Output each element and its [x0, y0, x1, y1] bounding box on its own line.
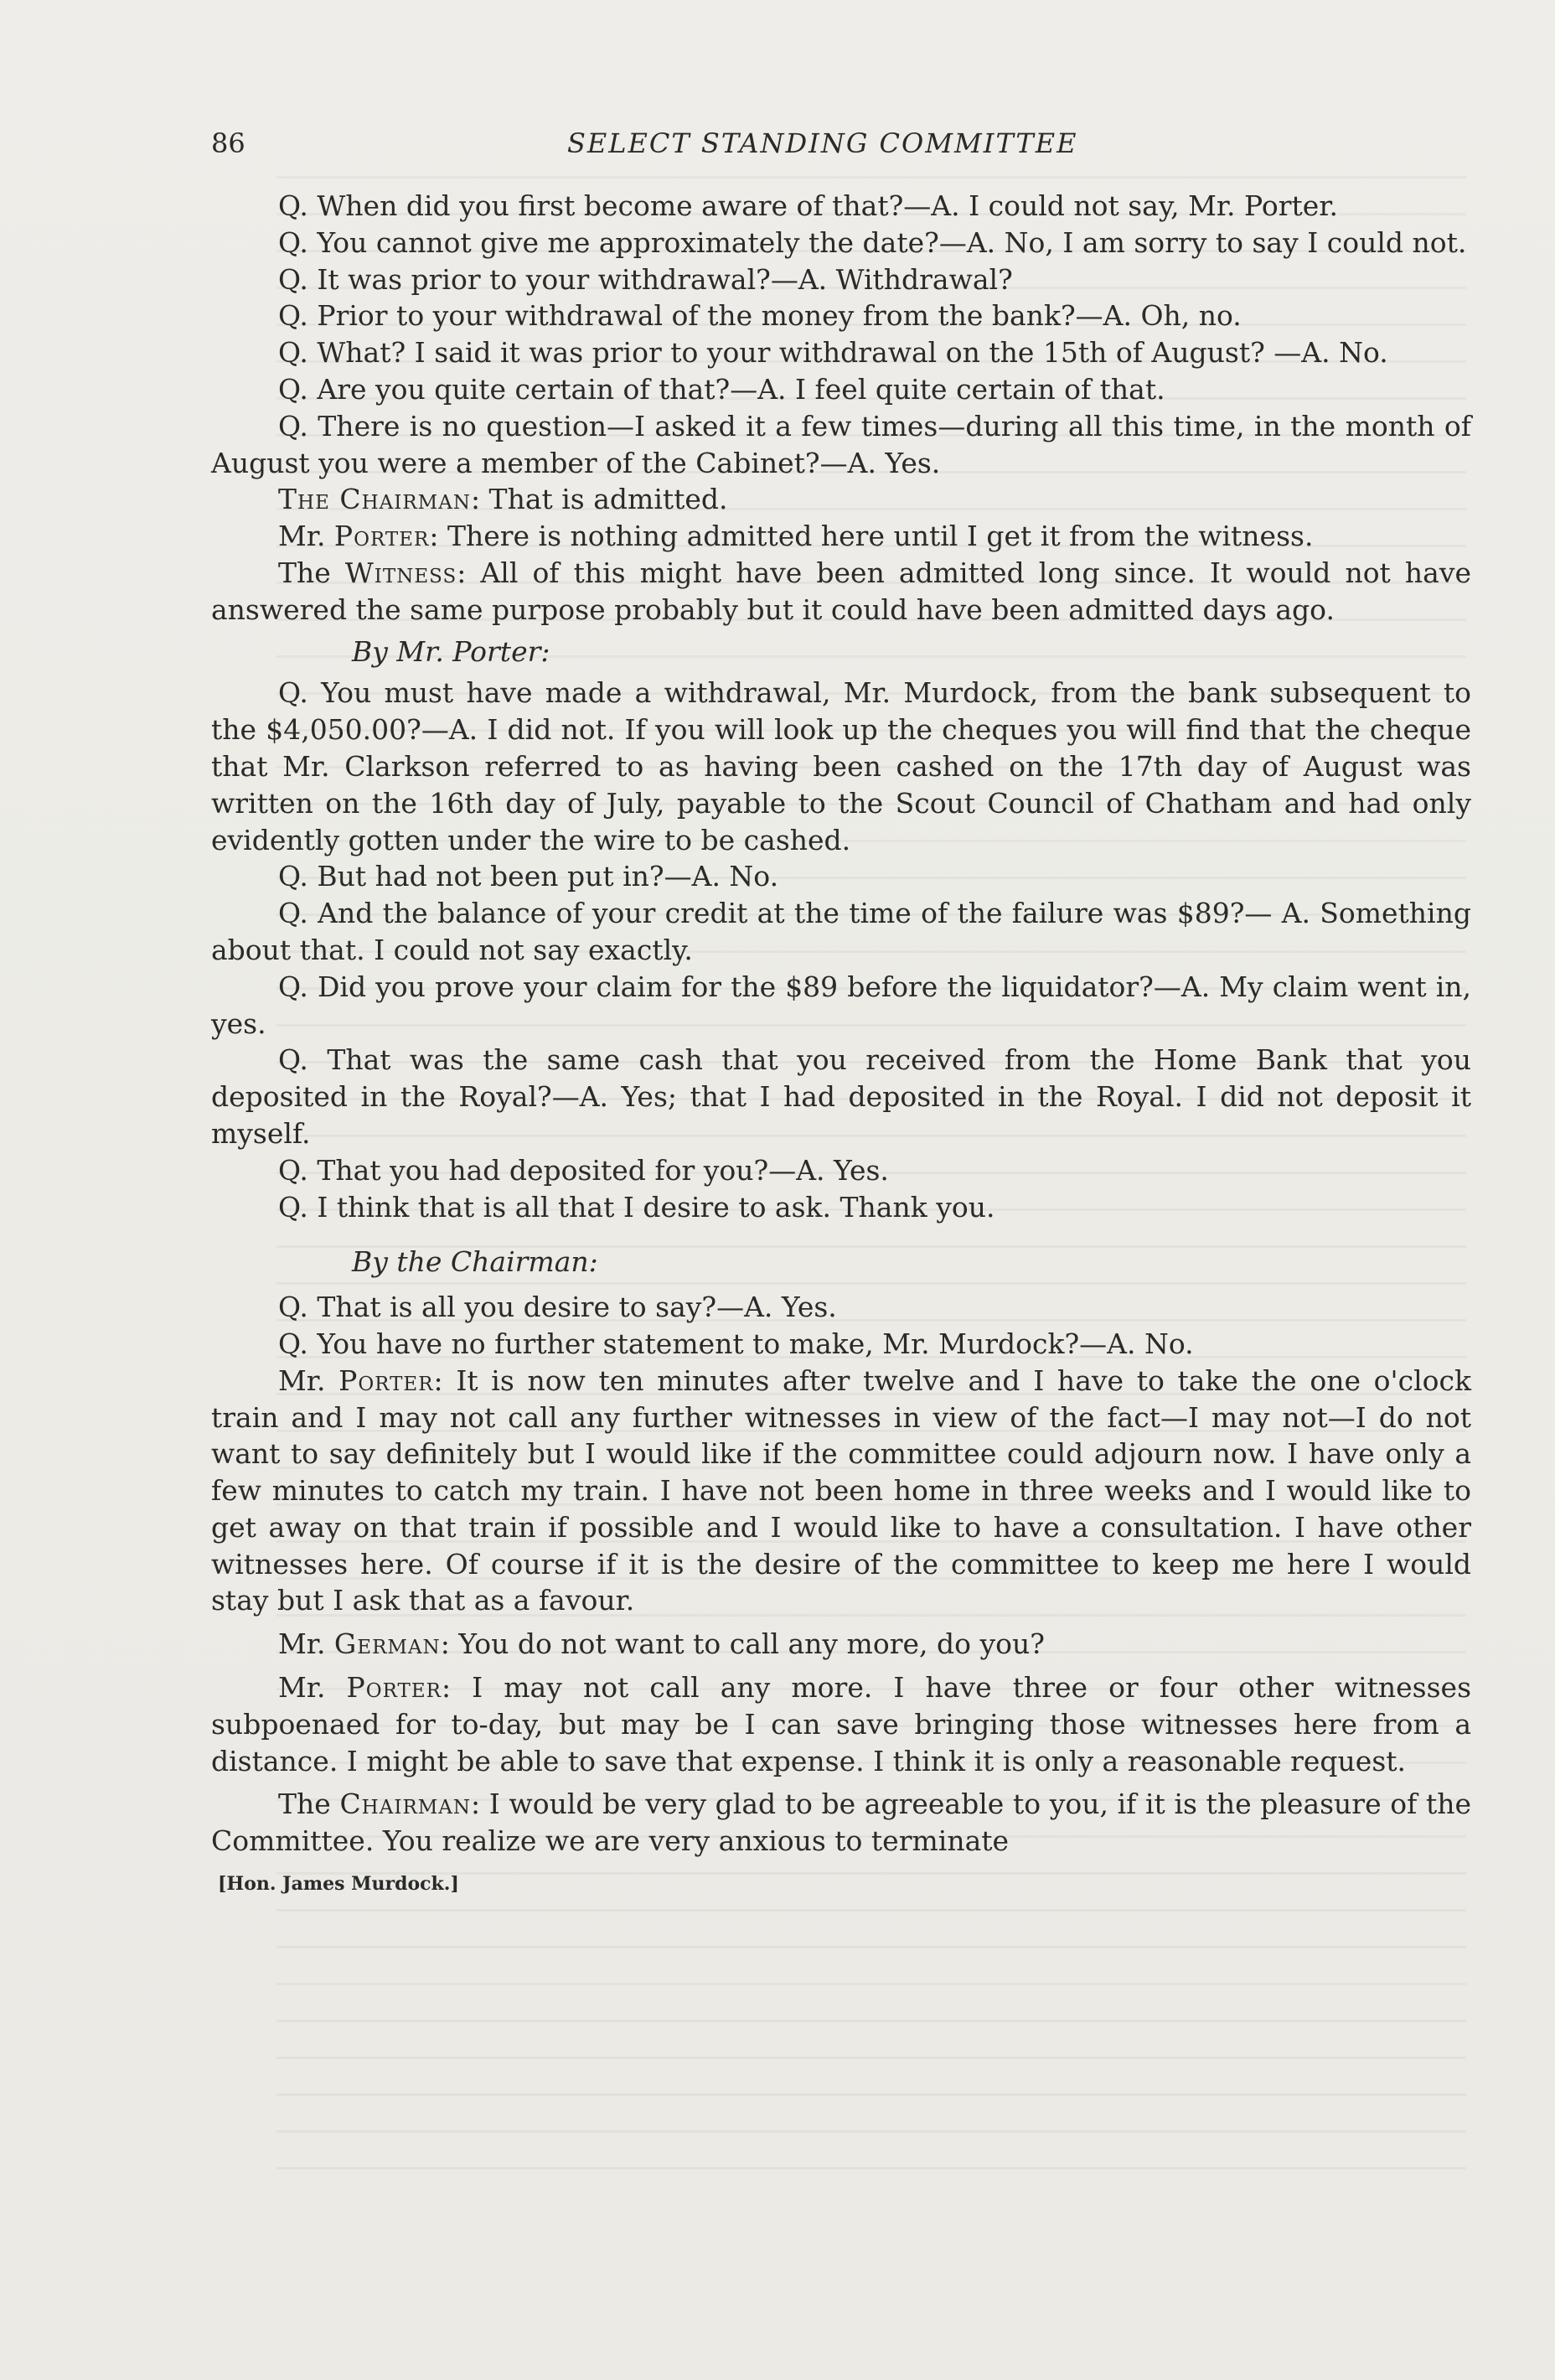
paragraph: Q. Prior to your withdrawal of the money from the bank?—A. Oh, no. — [278, 299, 1242, 333]
speaker-prefix: Mr. — [278, 1363, 339, 1397]
speaker-name: German — [333, 1627, 441, 1661]
page-content — [211, 126, 1471, 1903]
speaker-name: Chairman — [339, 1788, 472, 1821]
speaker-name: Porter — [333, 520, 430, 553]
paragraph: Q. When did you first become aware of that?—A. I could not say, Mr. Porter. — [278, 189, 1338, 222]
speaker-prefix: Mr. — [278, 1671, 347, 1705]
speaker-prefix: The — [278, 1788, 340, 1821]
speaker-paragraph — [211, 555, 1471, 629]
speaker-text: : You do not want to call any more, do you? — [440, 1627, 1045, 1661]
speaker-paragraph — [211, 518, 1471, 555]
speaker-prefix: Mr. — [278, 1627, 334, 1661]
speaker-prefix: The — [278, 556, 345, 589]
paragraph: Q. But had not been put in?—A. No. — [278, 860, 779, 893]
paragraph: Q. I think that is all that I desire to ask. Thank you. — [278, 1190, 995, 1224]
paragraph: Q. That is all you desire to say?—A. Yes. — [278, 1291, 837, 1324]
paragraph: Q. Are you quite certain of that?—A. I feel quite certain of that. — [278, 372, 1165, 406]
speaker-text: : That is admitted. — [470, 483, 728, 516]
witness-footnote: [Hon. James Murdock.] — [218, 1873, 459, 1896]
paragraph: Q. What? I said it was prior to your withdrawal on the 15th of August? —A. No. — [278, 336, 1388, 370]
paragraph: Q. And the balance of your credit at the time of the failure was $89?— A. Something about that. I could not say exactly. — [211, 897, 1471, 966]
speaker-text: : It is now ten minutes after twelve and I have to take the one o'clock train and I may not call any further witnesses in view of the fact—I may not—I do not want to say definitely but I would like if the committee could adjourn now. I have only a few minutes to catch my train. I have not been home in three weeks and I would like to get away on that train if possible and I would like to have a consultation. I have other witnesses here. Of course if it is the desire of the committee to keep me here I would stay but I ask that as a favour. — [211, 1363, 1471, 1617]
paragraph: Q. You must have made a withdrawal, Mr. Murdock, from the bank subsequent to the $4,050.00?—A. I did not. If you will look up the cheques you will find that the cheque that Mr. Clarkson referred to as having been cashed on the 17th day of August was written on the 16th day of July, payable to the Scout Council of Chatham and had only evidently gotten under the wire to be cashed. — [211, 676, 1471, 856]
speaker-name: The Chairman — [278, 483, 471, 516]
speaker-paragraph — [211, 1786, 1471, 1860]
paragraph: Q. There is no question—I asked it a few times—during all this time, in the month of August you were a member of the Cabinet?—A. Yes. — [211, 409, 1471, 479]
paragraph: Q. Did you prove your claim for the $89 before the liquidator?—A. My claim went in, yes. — [211, 970, 1471, 1040]
page-header — [211, 126, 1471, 176]
speaker-paragraph — [211, 1363, 1471, 1620]
speaker-text: : There is nothing admitted here until I get it from the witness. — [429, 520, 1314, 553]
speaker-paragraph — [211, 481, 1471, 518]
paragraph: Q. That was the same cash that you received from the Home Bank that you deposited in the Royal?—A. Yes; that I had deposited in the Royal. I did not deposit it myself. — [211, 1043, 1471, 1150]
speaker-paragraph — [211, 1669, 1471, 1779]
speaker-name: Witness — [344, 556, 457, 589]
page-number: 86 — [211, 127, 245, 159]
section-subhead: By Mr. Porter: — [352, 634, 550, 668]
speaker-text: : All of this might have been admitted long since. It would not have answered the same purpose probably but it could have been admitted days ago. — [211, 556, 1471, 626]
running-head: SELECT STANDING COMMITTEE — [567, 127, 1078, 159]
speaker-text: : I would be very glad to be agreeable to you, if it is the pleasure of the Committee. You realize we are very anxious to terminate — [211, 1788, 1471, 1858]
section-subhead: By the Chairman: — [352, 1245, 598, 1279]
speaker-name: Porter — [346, 1671, 442, 1705]
speaker-name: Porter — [338, 1363, 434, 1397]
speaker-text: : I may not call any more. I have three or four other witnesses subpoenaed for to-day, but may be I can save bringing those witnesses here from a distance. I might be able to save that expense. I think it is only a reasonable request. — [211, 1671, 1472, 1777]
speaker-paragraph — [211, 1626, 1471, 1663]
speaker-prefix: Mr. — [278, 520, 334, 553]
paragraph: Q. It was prior to your withdrawal?—A. Withdrawal? — [278, 262, 1013, 296]
paragraph: Q. You have no further statement to make, Mr. Murdock?—A. No. — [278, 1327, 1194, 1360]
paragraph: Q. You cannot give me approximately the date?—A. No, I am sorry to say I could not. — [278, 225, 1467, 259]
paragraph: Q. That you had deposited for you?—A. Yes. — [278, 1153, 889, 1187]
